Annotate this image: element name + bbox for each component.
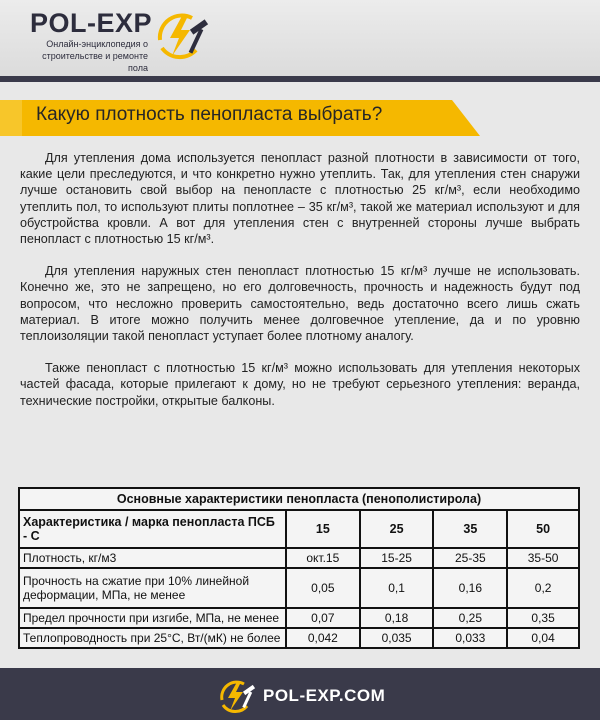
table-header-cell: 25 (360, 510, 434, 548)
table-row (19, 568, 579, 608)
paragraph-2: Для утепления наружных стен пенопласт плотностью 15 кг/м³ лучше не использовать. Конечно же, это не запрещено, но его долговечность, прочность и надежность будут под вопросом, что несложно проверить самостоятельно, ведь достаточно всего лишь сжать материал. В итоге можно получить менее долговечное утепление, да и по уровню теплоизоляции такой пенопласт уступает более плотному аналогу. (20, 264, 580, 344)
table-header-cell: 50 (507, 510, 579, 548)
logo-subtitle-line1: Онлайн-энциклопедия о (46, 39, 148, 49)
table-cell: окт.15 (286, 548, 360, 568)
table-cell: 0,25 (433, 608, 507, 628)
table-header-row (19, 510, 579, 548)
site-header (0, 0, 600, 82)
table-cell: 0,05 (286, 568, 360, 608)
table-row (19, 548, 579, 568)
tools-lightning-logo-icon[interactable] (216, 678, 258, 714)
page-title: Какую плотность пенопласта выбрать? (36, 104, 383, 125)
table-cell: 15-25 (360, 548, 434, 568)
footer-site-link[interactable]: POL-EXP.COM (263, 686, 386, 705)
paragraph-3: Также пенопласт с плотностью 15 кг/м³ можно использовать для утепления некоторых частей фасада, которые прилегают к дому, но не требуют серьезного утепления: веранда, технические постройки, открытые балконы. (20, 361, 580, 408)
table-cell-label: Плотность, кг/м3 (19, 548, 286, 568)
logo-subtitle-line2: строительстве и ремонте пола (42, 51, 148, 73)
table-cell: 0,18 (360, 608, 434, 628)
article-body (20, 150, 580, 425)
table-cell: 0,04 (507, 628, 579, 648)
table-cell: 0,35 (507, 608, 579, 628)
characteristics-table (18, 487, 580, 649)
table-header-cell: 35 (433, 510, 507, 548)
logo-title[interactable]: POL-EXP (30, 8, 153, 38)
table-cell: 0,035 (360, 628, 434, 648)
paragraph-1: Для утепления дома используется пенопласт разной плотности в зависимости от того, какие цели преследуются, и что конкретно нужно утеплить. Так, для утепления стен снаружи лучше остановить свой выбор на пенопласте с плотностью 25 кг/м³, если необходимо утеплить пол, то используют плиты поплотнее – 35 кг/м³, такой же материал используют и для обустройства кровли. А вот для утепления стен с внутренней стороны лучше выбрать пенопласт с плотностью 15 кг/м³. (20, 151, 580, 247)
table-cell-label: Прочность на сжатие при 10% линейной деформации, МПа, не менее (19, 568, 286, 608)
table-row (19, 608, 579, 628)
table-cell: 0,1 (360, 568, 434, 608)
table-header-cell: Характеристика / марка пенопласта ПСБ - С (19, 510, 286, 548)
tools-lightning-logo-icon[interactable] (152, 10, 214, 62)
table-cell-label: Теплопроводность при 25°С, Вт/(мК) не более (19, 628, 286, 648)
logo-subtitle (40, 38, 148, 74)
table-cell: 0,16 (433, 568, 507, 608)
table-header-cell: 15 (286, 510, 360, 548)
table-caption: Основные характеристики пенопласта (пенополистирола) (19, 488, 579, 510)
table-cell: 0,2 (507, 568, 579, 608)
table-cell: 0,07 (286, 608, 360, 628)
table-cell: 25-35 (433, 548, 507, 568)
table-cell: 0,042 (286, 628, 360, 648)
table-cell-label: Предел прочности при изгибе, МПа, не менее (19, 608, 286, 628)
table-row (19, 628, 579, 648)
table-cell: 35-50 (507, 548, 579, 568)
table-cell: 0,033 (433, 628, 507, 648)
